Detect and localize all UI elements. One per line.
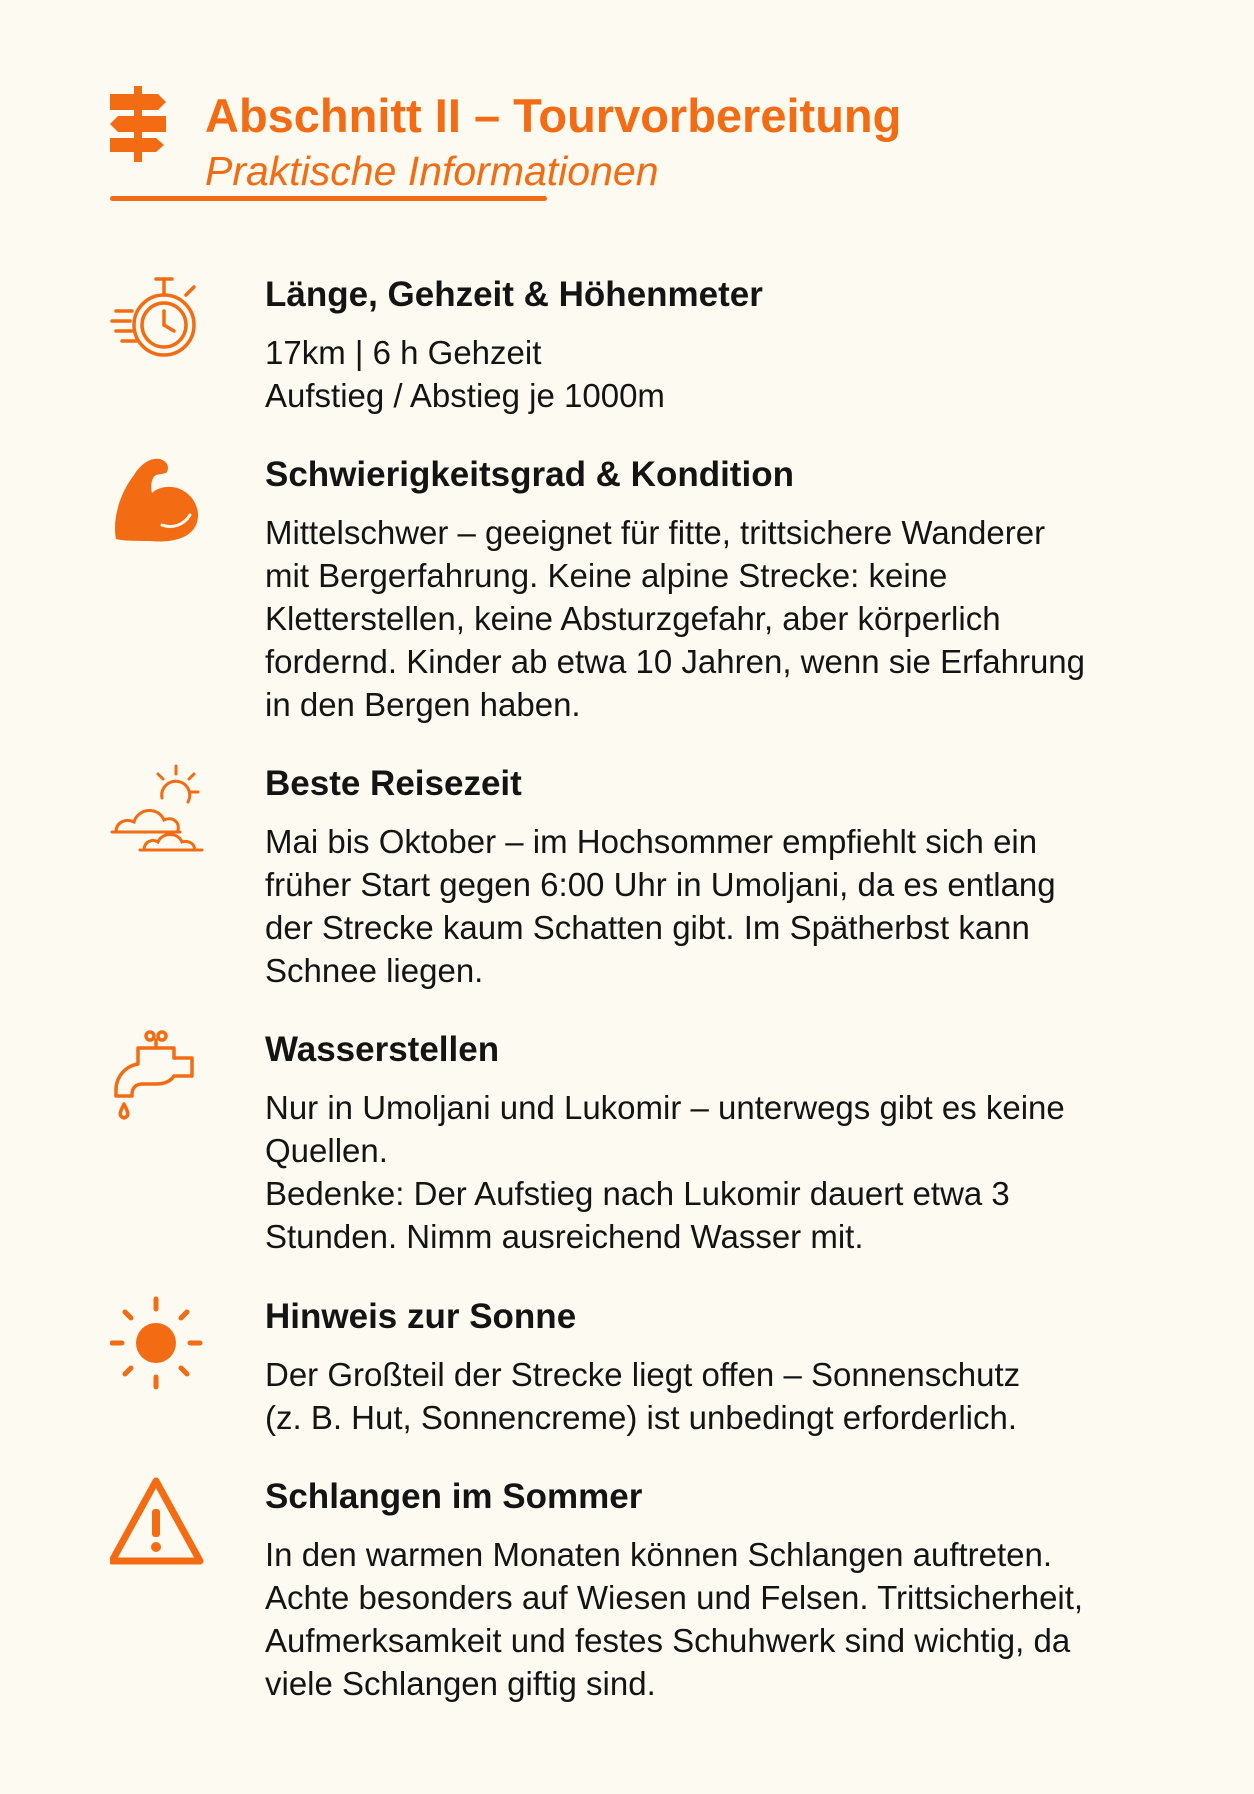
body-line: Aufmerksamkeit und festes Schuhwerk sind wichtig, da (265, 1622, 1071, 1659)
section-title: Länge, Gehzeit & Höhenmeter (265, 275, 763, 314)
body-line: fordernd. Kinder ab etwa 10 Jahren, wenn sie Erfahrung (265, 643, 1086, 680)
flexed-arm-icon (110, 453, 206, 549)
body-line: viele Schlangen giftig sind. (265, 1665, 656, 1702)
body-line: (z. B. Hut, Sonnencreme) ist unbedingt erforderlich. (265, 1399, 1018, 1436)
warning-icon (110, 1475, 206, 1571)
body-line: Mittelschwer – geeignet für fitte, trittsichere Wanderer (265, 514, 1046, 551)
body-line: in den Bergen haben. (265, 686, 581, 723)
body-line: mit Bergerfahrung. Keine alpine Strecke: keine (265, 557, 948, 594)
body-line: Quellen. (265, 1132, 388, 1169)
sun-cloud-icon (110, 762, 206, 858)
header-divider (110, 196, 547, 201)
body-line: Mai bis Oktober – im Hochsommer empfiehlt sich ein (265, 823, 1038, 860)
body-line: Kletterstellen, keine Absturzgefahr, aber körperlich (265, 600, 1001, 637)
body-line: In den warmen Monaten können Schlangen auftreten. (265, 1536, 1053, 1573)
body-line: Nur in Umoljani und Lukomir – unterwegs gibt es keine (265, 1089, 1065, 1126)
water-tap-icon (110, 1028, 206, 1124)
section-title: Hinweis zur Sonne (265, 1297, 577, 1336)
section-body (265, 511, 1165, 726)
body-line: der Strecke kaum Schatten gibt. Im Spätherbst kann (265, 909, 1030, 946)
section-body (265, 1353, 1165, 1439)
body-line: früher Start gegen 6:00 Uhr in Umoljani, da es entlang (265, 866, 1056, 903)
section-body (265, 820, 1165, 992)
page-subtitle: Praktische Informationen (205, 148, 659, 194)
section-title: Beste Reisezeit (265, 764, 522, 803)
body-line: Bedenke: Der Aufstieg nach Lukomir dauert etwa 3 (265, 1175, 1010, 1212)
stopwatch-icon (110, 273, 206, 369)
section-body (265, 1533, 1165, 1705)
body-line: Achte besonders auf Wiesen und Felsen. Trittsicherheit, (265, 1579, 1084, 1616)
page-header (110, 86, 1010, 206)
section-title: Schwierigkeitsgrad & Kondition (265, 455, 794, 494)
page-title: Abschnitt II – Tourvorbereitung (205, 89, 902, 142)
section-body (265, 331, 1165, 417)
section-title: Schlangen im Sommer (265, 1477, 643, 1516)
sun-icon (110, 1295, 206, 1391)
signpost-icon (110, 86, 166, 162)
body-line: Stunden. Nimm ausreichend Wasser mit. (265, 1218, 864, 1255)
body-line: 17km | 6 h Gehzeit (265, 334, 542, 371)
section-body (265, 1086, 1165, 1258)
section-title: Wasserstellen (265, 1030, 500, 1069)
body-line: Aufstieg / Abstieg je 1000m (265, 377, 665, 414)
body-line: Schnee liegen. (265, 952, 484, 989)
body-line: Der Großteil der Strecke liegt offen – Sonnenschutz (265, 1356, 1021, 1393)
